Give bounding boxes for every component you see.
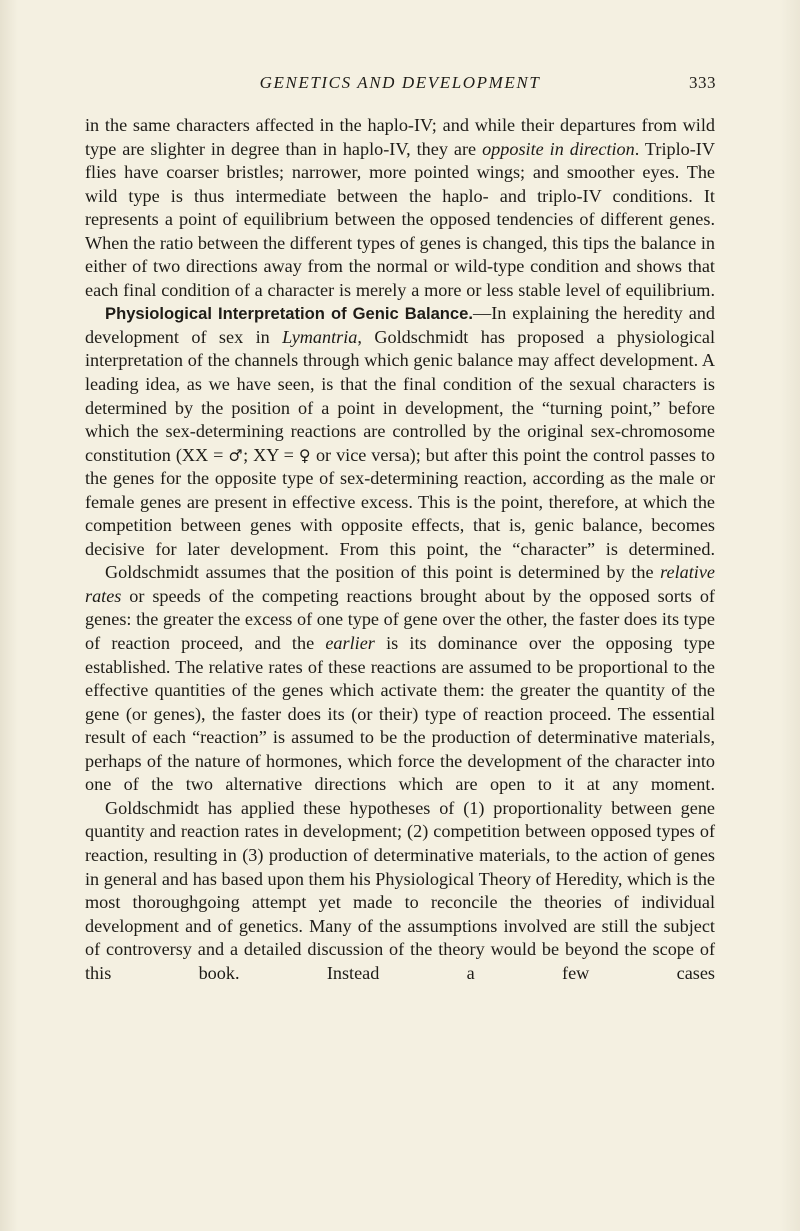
text-run: , Goldschmidt has proposed a physiological interpretation of the channels through which genic balance may affect development. A leading idea, as we have seen, is that the final condition of the sexual characters is determined by the position of a point in development, the “turning point,” before which the sex-determining reactions are controlled by the original sex-chromosome constitution (XX = — [85, 326, 715, 465]
text-run: . Triplo-IV flies have coarser bristles; narrower, more pointed wings; and smoother eyes. The wild type is thus intermediate between the haplo- and triplo-IV conditions. It represents a point of equilibrium between the opposed tendencies of different genes. When the ratio between the different types of genes is changed, this tips the balance in either of two directions away from the normal or wild-type condition and shows that each final condition of a character is merely a more or less stable level of equilibrium. — [85, 138, 715, 300]
sex-symbol: ♂ — [228, 445, 244, 465]
text-run: or vice versa); but after this point the control passes to the genes for the opposite type of sex-determining reaction, according as the male or female genes are present in effective excess. This is the point, therefore, at which the competition between genes with opposite effects, that is, genic balance, becomes decisive for later development. From this point, the “character” is determined. — [85, 444, 716, 559]
running-title: GENETICS AND DEVELOPMENT — [259, 73, 541, 92]
paragraph-3 — [85, 561, 715, 796]
text-run: —In explaining the heredity and development of sex in — [85, 303, 715, 347]
paragraph-1 — [85, 114, 715, 302]
text-run: is its dominance over the opposing type established. The relative rates of these reactions are assumed to be proportional to the effective quantities of the genes which activate them: the greater the quantity of the gene (or genes), the faster does its (or their) type of reaction proceed. The essential result of each “reaction” is assumed to be the production of determinative materials, perhaps of the nature of hormones, which force the development of the character into one of the two alternative directions which are open to it at any moment. — [85, 633, 715, 795]
italic-text: Lymantria — [282, 326, 358, 347]
italic-text: opposite in direction — [482, 138, 635, 159]
sex-symbol: ♀ — [298, 445, 311, 465]
italic-text: earlier — [325, 633, 375, 654]
text-run: Goldschmidt has applied these hypotheses of (1) proportionality between gene quantity and reaction rates in development; (2) competition between opposed types of reaction, resulting in (3) production of determinative materials, to the action of genes in general and has based upon them his Physiological Theory of Heredity, which is the most thoroughgoing attempt yet made to reconcile the theories of individual development and of genetics. Many of the assumptions involved are still the subject of controversy and a detailed discussion of the theory would be beyond the scope of this book. Instead a few cases — [85, 797, 715, 983]
text-run: in the same characters affected in the haplo-IV; and while their departures from wild type are slighter in degree than in haplo-IV, they are — [85, 115, 715, 159]
text-run: Goldschmidt assumes that the position of this point is determined by the — [105, 562, 661, 583]
page-header — [0, 73, 800, 97]
body-text — [85, 114, 715, 985]
section-sidehead: Physiological Interpretation of Genic Balance. — [105, 304, 473, 324]
paragraph-2-physiological-interpretation — [85, 302, 715, 561]
italic-text: relative rates — [85, 562, 715, 606]
text-run: or speeds of the competing reactions brought about by the opposed sorts of genes: the greater the excess of one type of gene over the other, the faster does its type of reaction proceed, and the — [85, 585, 715, 654]
text-run: ; XY = — [243, 444, 299, 465]
page-number: 333 — [689, 73, 716, 92]
paragraph-4 — [85, 797, 715, 985]
